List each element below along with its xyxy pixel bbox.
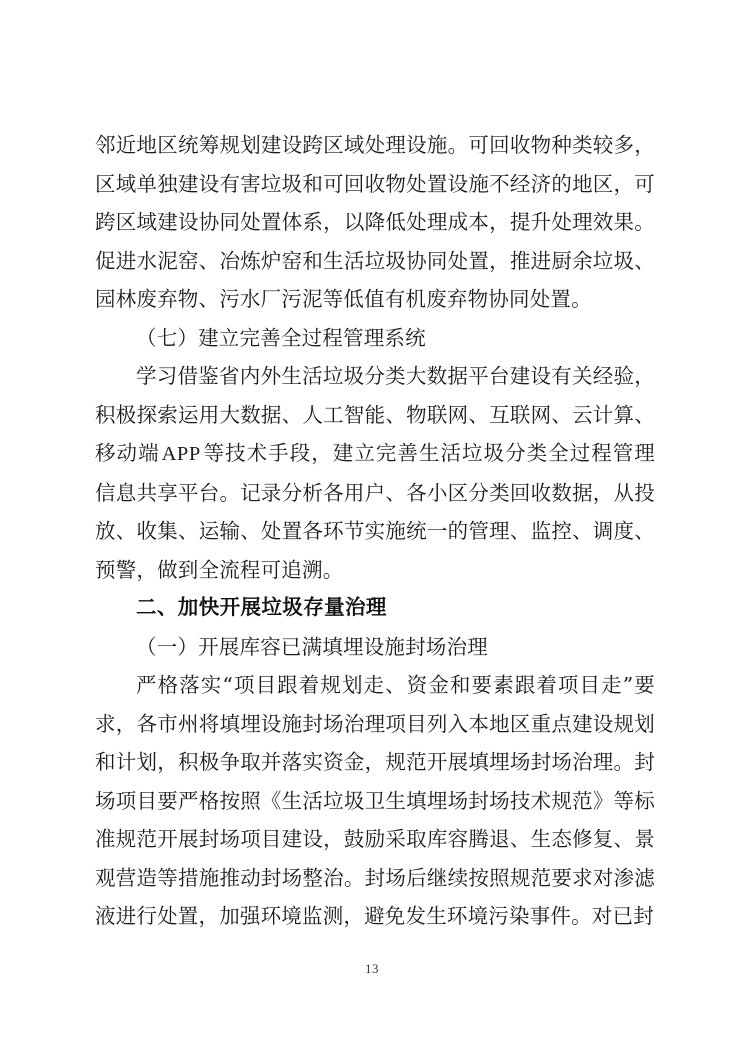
document-body <box>95 126 655 936</box>
paragraph-landfill-closure-requirements: 严格落实“项目跟着规划走、资金和要素跟着项目走”要求，各市州将填埋设施封场治理项目列入本地区重点建设规划和计划，积极争取并落实资金，规范开展填埋场封场治理。封场项目要严格按照《生活垃圾卫生填埋场封场技术规范》等标准规范开展封场项目建设，鼓励采取库容腾退、生态修复、景观营造等措施推动封场整治。封场后继续按照规范要求对渗滤液进行处置，加强环境监测，避免发生环境污染事件。对已封 <box>95 673 655 928</box>
paragraph-text-segment-2: 等技术手段，建立完善生活垃圾分类全过程管理信息共享平台。记录分析各用户、各小区分类回收数据，从投放、收集、运输、处置各环节实施统一的管理、监控、调度、预警，做到全流程可追溯。 <box>95 441 656 582</box>
heading-accelerate-legacy-waste-treatment: 二、加快开展垃圾存量治理 <box>136 596 387 619</box>
subheading-establish-management-system: （七）建立完善全过程管理系统 <box>136 325 426 350</box>
paragraph-big-data-platform <box>95 357 655 589</box>
paragraph-text-segment-1: 学习借鉴省内外生活垃圾分类大数据平台建设有关经验，积极探索运用大数据、人工智能、物联网、互联网、云计算、移动端 <box>95 364 655 465</box>
latin-term-app: APP <box>161 443 201 465</box>
page-number: 13 <box>365 961 379 976</box>
subheading-landfill-closure-treatment: （一）开展库容已满填埋设施封场治理 <box>136 634 488 659</box>
paragraph-cross-region-facilities: 邻近地区统筹规划建设跨区域处理设施。可回收物种类较多，区域单独建设有害垃圾和可回收物处置设施不经济的地区，可跨区域建设协同处置体系，以降低处理成本，提升处理效果。促进水泥窑、冶炼炉窑和生活垃圾协同处置，推进厨余垃圾、园林废弃物、污水厂污泥等低值有机废弃物协同处置。 <box>95 133 655 311</box>
